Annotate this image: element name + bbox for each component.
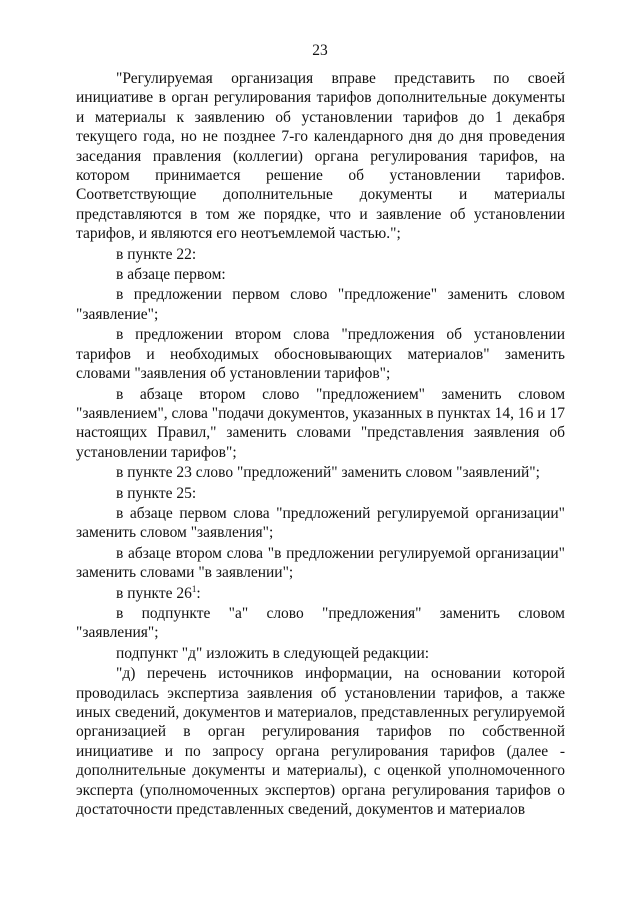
document-body — [76, 69, 565, 819]
paragraph-subclause-a: в подпункте "а" слово "предложения" заменить словом "заявления"; — [76, 604, 565, 642]
clause-26-superscript: 1 — [191, 583, 197, 594]
paragraph-amendment-text: "Регулируемая организация вправе представить по своей инициативе в орган регулирования тарифов дополнительные документы и материалы к заявлению об установлении тарифов до 1 декабря текущего года, но не позднее 7-го календарного дня до дня проведения заседания правления (коллегии) органа регулирования тарифов, на котором принимается решение об установлении тарифов. Соответствующие дополнительные документы и материалы представляются в том же порядке, что и заявление об установлении тарифов, и являются его неотъемлемой частью."; — [76, 70, 565, 243]
paragraph-clause-25-first: в абзаце первом слова "предложений регулируемой организации" заменить словом "заявления"; — [76, 504, 565, 542]
page-number: 23 — [312, 42, 328, 59]
paragraph-clause-25: в пункте 25: — [116, 484, 197, 502]
paragraph-clause-23: в пункте 23 слово "предложений" заменить словом "заявлений"; — [116, 464, 540, 482]
paragraph-subclause-d-intro: подпункт "д" изложить в следующей редакции: — [116, 644, 430, 662]
paragraph-clause-22: в пункте 22: — [116, 245, 197, 263]
paragraph-subclause-d-text: "д) перечень источников информации, на основании которой проводилась экспертиза заявления об установлении тарифов, а также иных сведений, документов и материалов, представленных регулируемой организацией в орган регулирования тарифов по собственной инициативе и по запросу органа регулирования тарифов (далее - дополнительные документы и материалы), с оценкой уполномоченного эксперта (уполномоченных экспертов) органа регулирования тарифов о достаточности представленных сведений, документов и материалов — [76, 665, 565, 819]
paragraph-second-sentence: в предложении втором слова "предложения об установлении тарифов и необходимых обосновывающих материалов" заменить словами "заявления об установлении тарифов"; — [76, 326, 565, 383]
paragraph-first-subparagraph: в абзаце первом: — [116, 266, 226, 284]
paragraph-first-sentence: в предложении первом слово "предложение" заменить словом "заявление"; — [76, 286, 565, 323]
clause-26-prefix: в пункте 26 — [116, 584, 192, 602]
paragraph-second-subparagraph: в абзаце втором слово "предложением" заменить словом "заявлением", слова "подачи документов, указанных в пунктах 14, 16 и 17 настоящих Правил," заменить словами "представления заявления об установлении тарифов"; — [76, 385, 565, 461]
paragraph-clause-25-second: в абзаце втором слова "в предложении регулируемой организации" заменить словами "в заявлении"; — [76, 544, 565, 582]
clause-26-suffix: : — [196, 584, 201, 602]
paragraph-clause-26-1 — [76, 584, 565, 603]
